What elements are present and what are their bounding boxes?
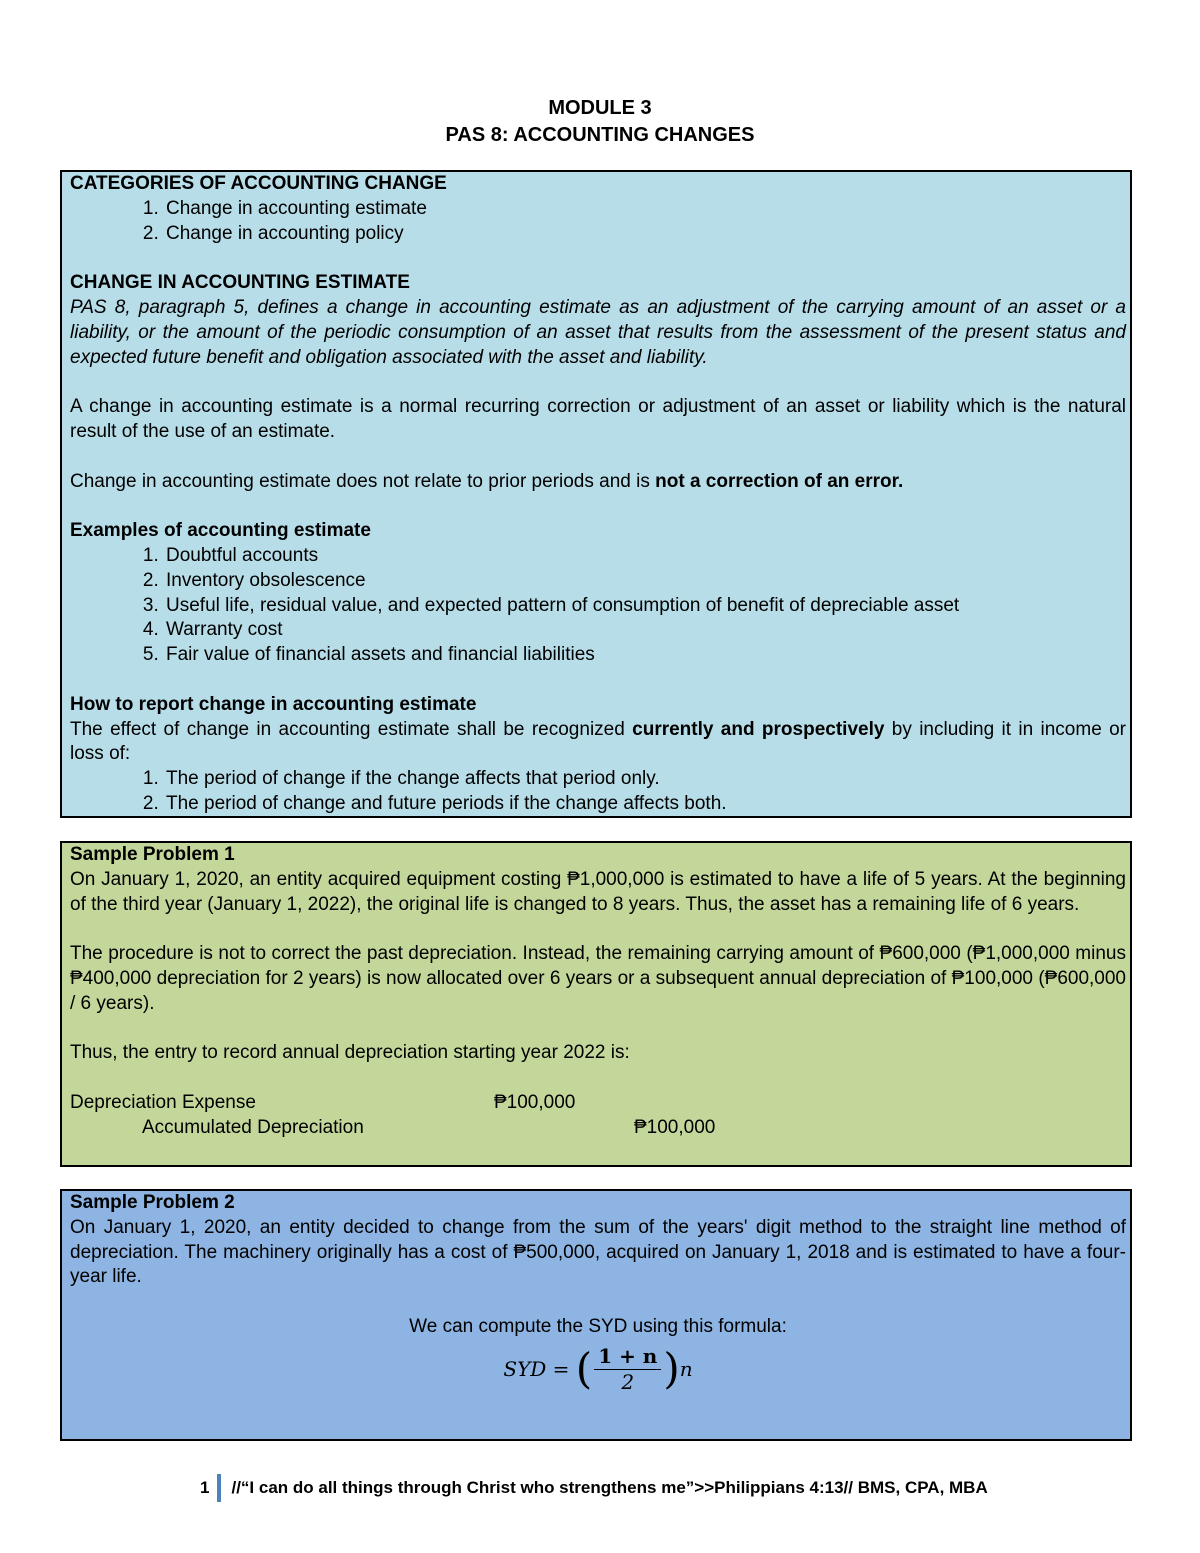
list-item: 1. Doubtful accounts <box>164 544 1126 569</box>
list-item: 5. Fair value of financial assets and financial liabilities <box>164 643 1126 668</box>
accounting-estimate-box <box>60 170 1132 818</box>
credit-amount: ₱100,000 <box>634 1116 716 1138</box>
estimate-heading: CHANGE IN ACCOUNTING ESTIMATE <box>70 272 410 294</box>
categories-list <box>70 197 1126 247</box>
list-item: 1. The period of change if the change affects that period only. <box>164 767 1126 792</box>
emphasis-text: not a correction of an error. <box>655 470 904 492</box>
sample-problem-1-box <box>60 841 1132 1167</box>
formula-fraction <box>594 1344 661 1395</box>
formula-numerator: 1 + n <box>594 1344 661 1370</box>
list-item: 3. Useful life, residual value, and expected pattern of consumption of benefit of depreciable asset <box>164 594 1126 619</box>
debit-account: Depreciation Expense <box>70 1091 256 1113</box>
examples-list <box>70 544 1126 668</box>
formula-intro: We can compute the SYD using this formula: <box>409 1315 787 1337</box>
formula-denominator: 2 <box>621 1369 635 1394</box>
formula-lhs: SYD = <box>503 1356 570 1381</box>
report-heading: How to report change in accounting estimate <box>70 693 477 715</box>
page-number: 1 <box>200 1478 210 1497</box>
sample-problem-2-heading: Sample Problem 2 <box>70 1192 235 1213</box>
paragraph-text: Change in accounting estimate does not relate to prior periods and is <box>70 470 656 492</box>
footer-text: //“I can do all things through Christ who strengthens me”>>Philippians 4:13// BMS, CPA, MBA <box>231 1478 988 1497</box>
problem-1-paragraph-2: The procedure is not to correct the past depreciation. Instead, the remaining carrying amount of ₱600,000 (₱1,000,000 minus ₱400,000 depreciation for 2 years) is now allocated over 6 years or a subsequent annual depreciation of ₱100,000 (₱600,000 / 6 years). <box>70 943 1126 1014</box>
estimate-definition: PAS 8, paragraph 5, defines a change in accounting estimate as an adjustment of the carrying amount of an asset or a liability, or the amount of the periodic consumption of an asset that results from the assessment of the present status and expected future benefit and obligation associated with the asset and liability. <box>70 296 1126 368</box>
footer-divider <box>217 1474 221 1502</box>
list-item: 2. Inventory obsolescence <box>164 569 1126 594</box>
syd-formula: SYD = ( $\frac{1 + n}{2}$ )n <box>503 1343 693 1394</box>
journal-credit-row <box>70 1116 1126 1141</box>
module-label: MODULE 3 <box>548 97 652 119</box>
journal-debit-row <box>70 1091 1126 1116</box>
page-title: PAS 8: ACCOUNTING CHANGES <box>445 124 755 146</box>
emphasis-text: currently and prospectively <box>632 718 885 740</box>
estimate-paragraph-2 <box>70 470 1126 495</box>
problem-1-paragraph-1: On January 1, 2020, an entity acquired equipment costing ₱1,000,000 is estimated to have a life of 5 years. At the beginning of the third year (January 1, 2022), the original life is changed to 8 years. Thus, the asset has a remaining life of 6 years. <box>70 868 1126 915</box>
sample-problem-1-heading: Sample Problem 1 <box>70 844 235 865</box>
page-footer <box>200 1474 988 1502</box>
page-header <box>0 95 1200 149</box>
list-item: 1. Change in accounting estimate <box>164 197 1126 222</box>
paragraph-text: The effect of change in accounting estimate shall be recognized <box>70 718 633 740</box>
formula-multiplier: n <box>679 1356 693 1381</box>
report-paragraph <box>70 718 1126 768</box>
report-list <box>70 767 1126 817</box>
paragraph-text: by including it in income or loss of: <box>70 718 1126 765</box>
list-item: 4. Warranty cost <box>164 618 1126 643</box>
examples-heading: Examples of accounting estimate <box>70 520 371 542</box>
problem-1-paragraph-3: Thus, the entry to record annual depreciation starting year 2022 is: <box>70 1042 630 1064</box>
debit-amount: ₱100,000 <box>494 1091 576 1113</box>
categories-heading: CATEGORIES OF ACCOUNTING CHANGE <box>70 173 447 194</box>
sample-problem-2-box <box>60 1189 1132 1441</box>
estimate-paragraph-1: A change in accounting estimate is a normal recurring correction or adjustment of an asset or liability which is the natural result of the use of an estimate. <box>70 396 1126 442</box>
credit-account: Accumulated Depreciation <box>142 1116 364 1138</box>
list-item: 2. The period of change and future periods if the change affects both. <box>164 792 1126 817</box>
list-item: 2. Change in accounting policy <box>164 222 1126 247</box>
problem-2-paragraph-1: On January 1, 2020, an entity decided to change from the sum of the years' digit method to the straight line method of depreciation. The machinery originally has a cost of ₱500,000, acquired on January 1, 2018 and is estimated to have a four-year life. <box>70 1216 1126 1288</box>
